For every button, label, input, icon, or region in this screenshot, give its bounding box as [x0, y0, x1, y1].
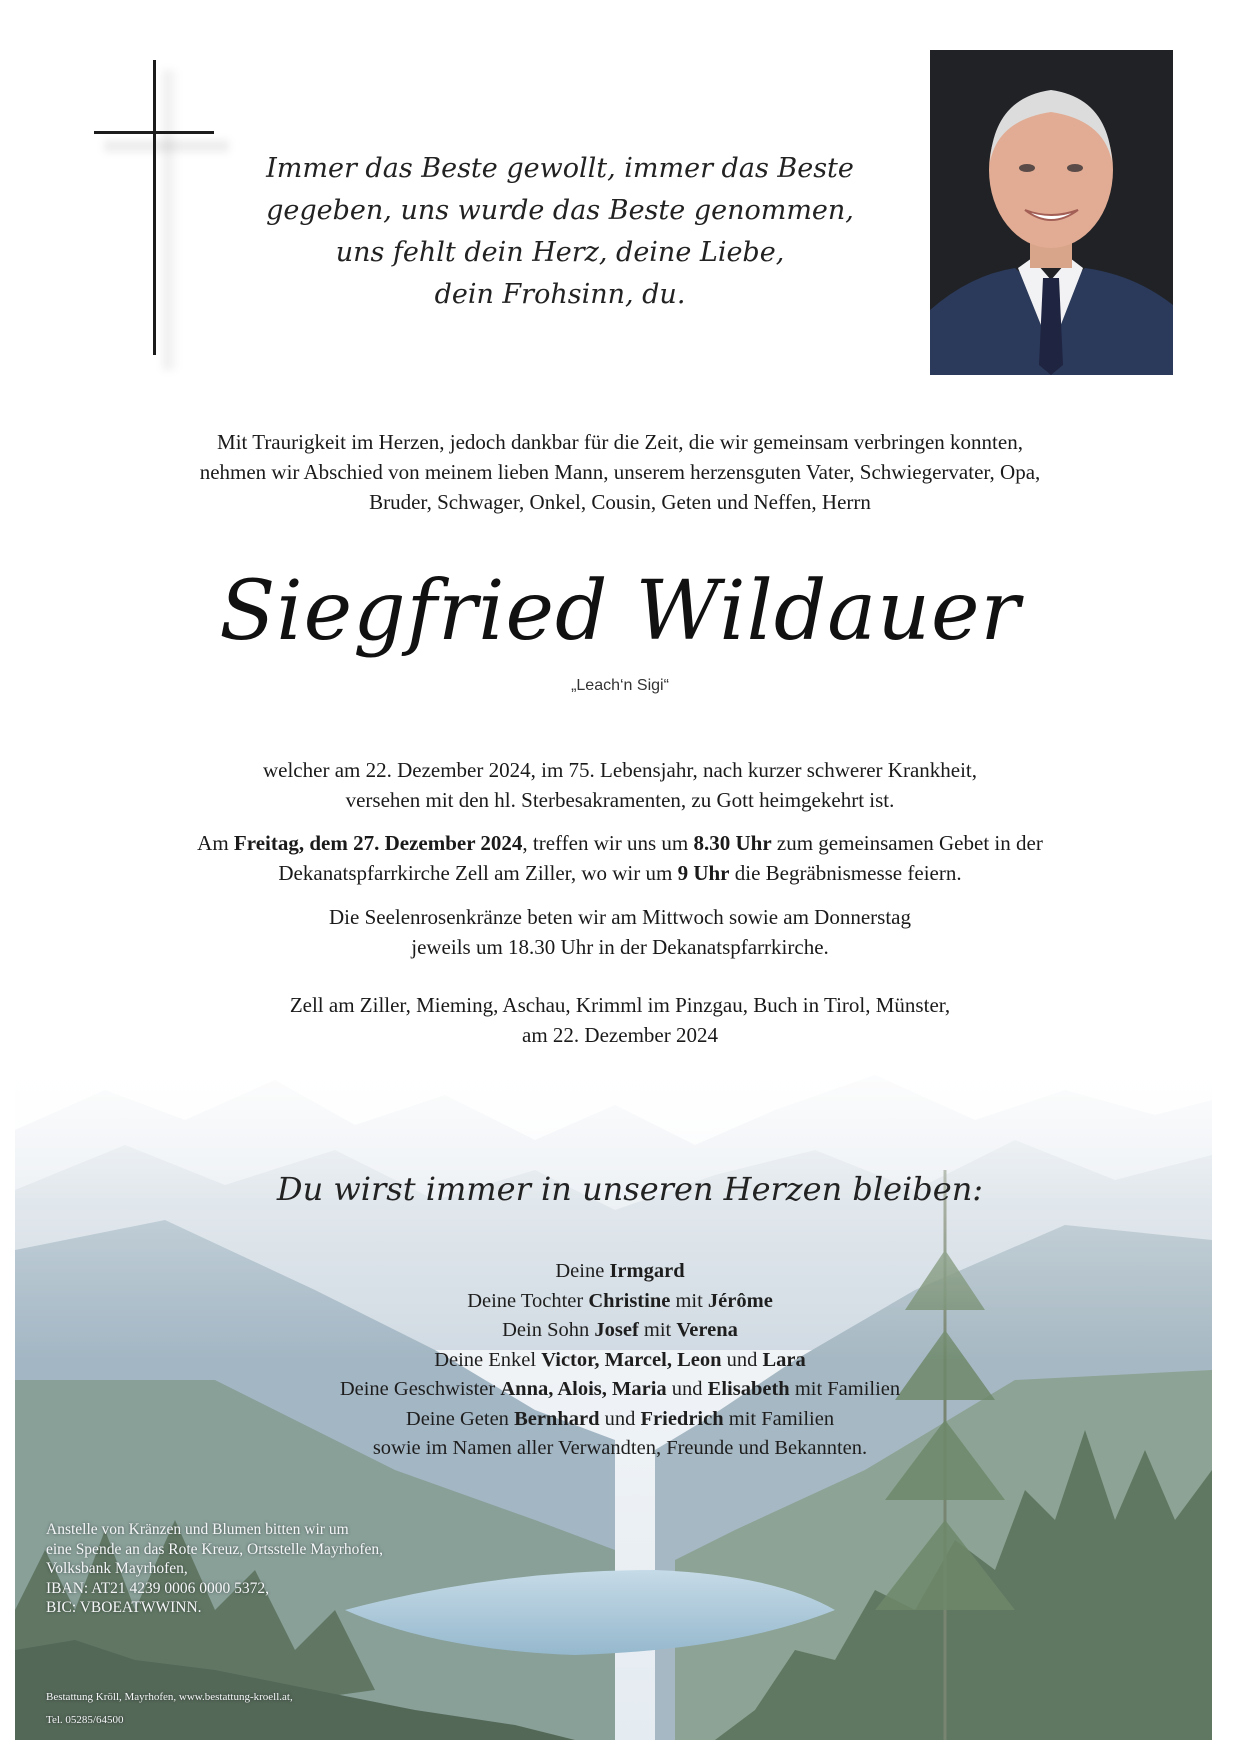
survivor-line: Deine Irmgard	[555, 1260, 685, 1282]
motto	[230, 148, 890, 316]
survivor-line: Deine Geten Bernhard und Friedrich mit Familien	[405, 1407, 835, 1430]
donation-line: BIC: VBOEATWWINN.	[46, 1599, 202, 1616]
cross-icon	[153, 60, 156, 355]
intro-line: nehmen wir Abschied von meinem lieben Mann, unserem herzensguten Vater, Schwiegervater, Opa,	[199, 460, 1041, 484]
death-notice-line: versehen mit den hl. Sterbesakramenten, zu Gott heimgekehrt ist.	[345, 788, 895, 812]
funeral-line: Am Freitag, dem 27. Dezember 2024, treffen wir uns um 8.30 Uhr zum gemeinsamen Gebet in der	[197, 831, 1043, 855]
donation-line: Anstelle von Kränzen und Blumen bitten wir um	[46, 1521, 349, 1538]
funeral-info	[100, 828, 1140, 888]
survivor-line: Deine Geschwister Anna, Alois, Maria und Elisabeth mit Familien	[339, 1378, 901, 1400]
intro-line: Mit Traurigkeit im Herzen, jedoch dankbar für die Zeit, die wir gemeinsam verbringen konnten,	[217, 430, 1023, 454]
motto-line: uns fehlt dein Herz, deine Liebe,	[335, 237, 785, 268]
death-notice	[100, 755, 1140, 815]
donation-line: IBAN: AT21 4239 0006 0000 5372,	[46, 1579, 270, 1597]
funeral-home-footer	[46, 1686, 646, 1732]
footer-line: Bestattung Kröll, Mayrhofen, www.bestattung-kroell.at,	[46, 1691, 293, 1703]
places-and-date	[100, 990, 1140, 1050]
intro-line: Bruder, Schwager, Onkel, Cousin, Geten und Neffen, Herrn	[369, 490, 871, 514]
deceased-nickname: „Leach‘n Sigi“	[571, 677, 669, 694]
cross-icon	[94, 131, 214, 134]
intro-text	[100, 427, 1140, 517]
portrait-photo	[930, 50, 1173, 375]
rosary-line: Die Seelenrosenkränze beten wir am Mittwoch sowie am Donnerstag	[329, 905, 911, 929]
survivors-list	[200, 1257, 1040, 1464]
death-notice-line: welcher am 22. Dezember 2024, im 75. Lebensjahr, nach kurzer schwerer Krankheit,	[262, 758, 978, 782]
remembrance-heading: Du wirst immer in unseren Herzen bleiben:	[276, 1170, 984, 1208]
funeral-line: Dekanatspfarrkirche Zell am Ziller, wo wir um 9 Uhr die Begräbnismesse feiern.	[278, 861, 962, 885]
funeral-date: Freitag, dem 27. Dezember 2024	[233, 831, 523, 855]
rosary-info	[100, 902, 1140, 962]
survivor-line: Dein Sohn Josef mit Verena	[502, 1319, 738, 1341]
prayer-time: 8.30 Uhr	[693, 831, 772, 855]
cross-shadow	[104, 140, 229, 152]
rosary-line: jeweils um 18.30 Uhr in der Dekanatspfarrkirche.	[411, 935, 829, 959]
survivor-line: Deine Tochter Christine mit Jérôme	[467, 1289, 773, 1312]
motto-line: dein Frohsinn, du.	[434, 279, 686, 310]
deceased-name: Siegfried Wildauer	[219, 564, 1021, 659]
places-line: Zell am Ziller, Mieming, Aschau, Krimml im Pinzgau, Buch in Tirol, Münster,	[289, 993, 951, 1017]
mass-time: 9 Uhr	[677, 861, 730, 885]
motto-line: Immer das Beste gewollt, immer das Beste	[266, 153, 854, 184]
donation-line: eine Spende an das Rote Kreuz, Ortsstelle Mayrhofen,	[46, 1540, 384, 1558]
donation-line: Volksbank Mayrhofen,	[46, 1560, 188, 1577]
date-line: am 22. Dezember 2024	[522, 1023, 718, 1047]
survivor-line: sowie im Namen aller Verwandten, Freunde und Bekannten.	[372, 1437, 868, 1459]
footer-line: Tel. 05285/64500	[46, 1714, 124, 1726]
donation-request	[46, 1520, 526, 1618]
cross-shadow	[163, 70, 177, 370]
motto-line: gegeben, uns wurde das Beste genommen,	[266, 195, 854, 226]
survivor-line: Deine Enkel Victor, Marcel, Leon und Lara	[434, 1348, 806, 1371]
